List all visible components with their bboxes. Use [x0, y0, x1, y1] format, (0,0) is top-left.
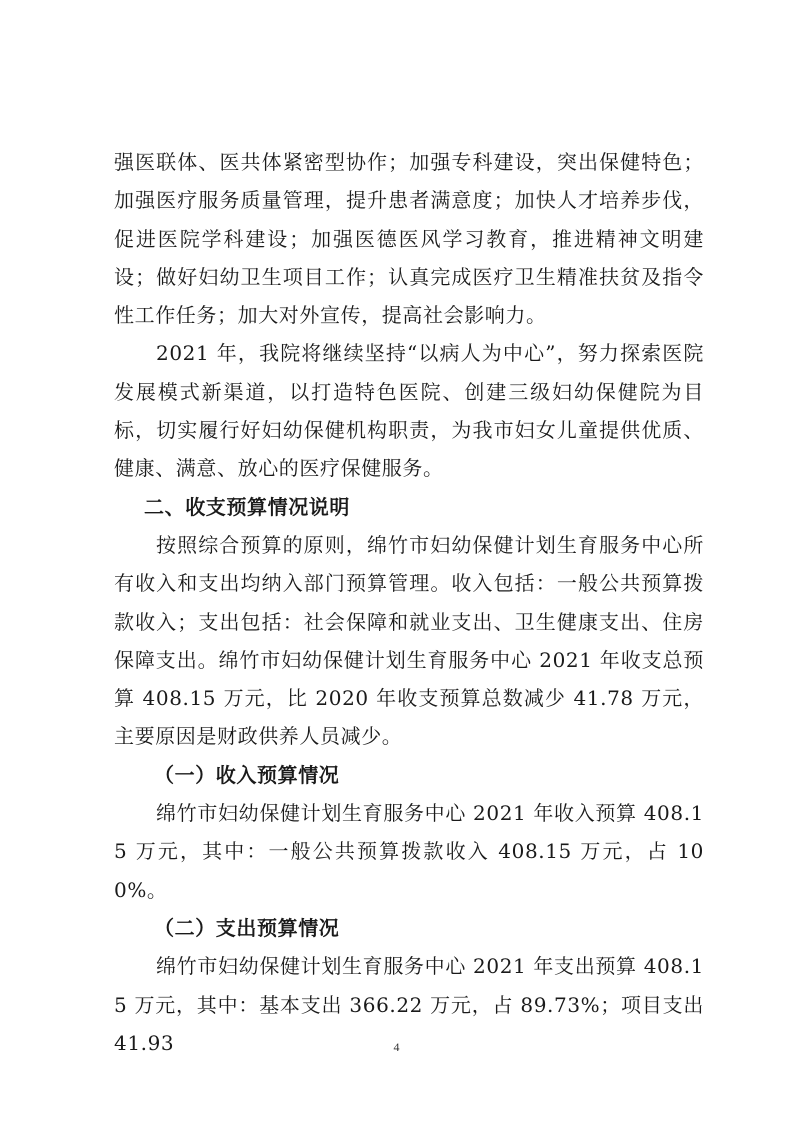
subsection-heading-expense: （二）支出预算情况	[154, 915, 340, 940]
paragraph-budget-principles: 按照综合预算的原则，绵竹市妇幼保健计划生育服务中心所有收入和支出均纳入部门预算管理。收入包括：一般公共预算拨款收入；支出包括：社会保障和就业支出、卫生健康支出、住房保障支出。绵竹市妇幼保健计划生育服务中心 2021 年收支总预算 408.15 万元，比 2020 年收支预算总数减少 41.78 万元，主要原因是财政供养人员减少。	[114, 532, 704, 749]
paragraph-2021-goals: 2021 年，我院将继续坚持“以病人为中心”，努力探索医院发展模式新渠道，以打造特色医院、创建三级妇幼保健院为目标，切实履行好妇幼保健机构职责，为我市妇女儿童提供优质、健康、满意、放心的医疗保健服务。	[114, 341, 704, 481]
section-heading-budget-overview: 二、收支预算情况说明	[144, 494, 350, 519]
subsection-heading-income: （一）收入预算情况	[154, 762, 340, 787]
paragraph-expense-budget: 绵竹市妇幼保健计划生育服务中心 2021 年支出预算 408.15 万元，其中：基本支出 366.22 万元，占 89.73%；项目支出 41.93	[114, 954, 704, 1055]
paragraph-income-budget: 绵竹市妇幼保健计划生育服务中心 2021 年收入预算 408.15 万元，其中：一般公共预算拨款收入 408.15 万元，占 100%。	[114, 801, 704, 902]
page-number: 4	[393, 1040, 400, 1054]
paragraph-work-plan: 强医联体、医共体紧密型协作；加强专科建设，突出保健特色；加强医疗服务质量管理，提升患者满意度；加快人才培养步伐，促进医院学科建设；加强医德医风学习教育，推进精神文明建设；做好妇幼卫生项目工作；认真完成医疗卫生精准扶贫及指令性工作任务；加大对外宣传，提高社会影响力。	[114, 150, 704, 328]
document-body	[114, 143, 704, 1062]
